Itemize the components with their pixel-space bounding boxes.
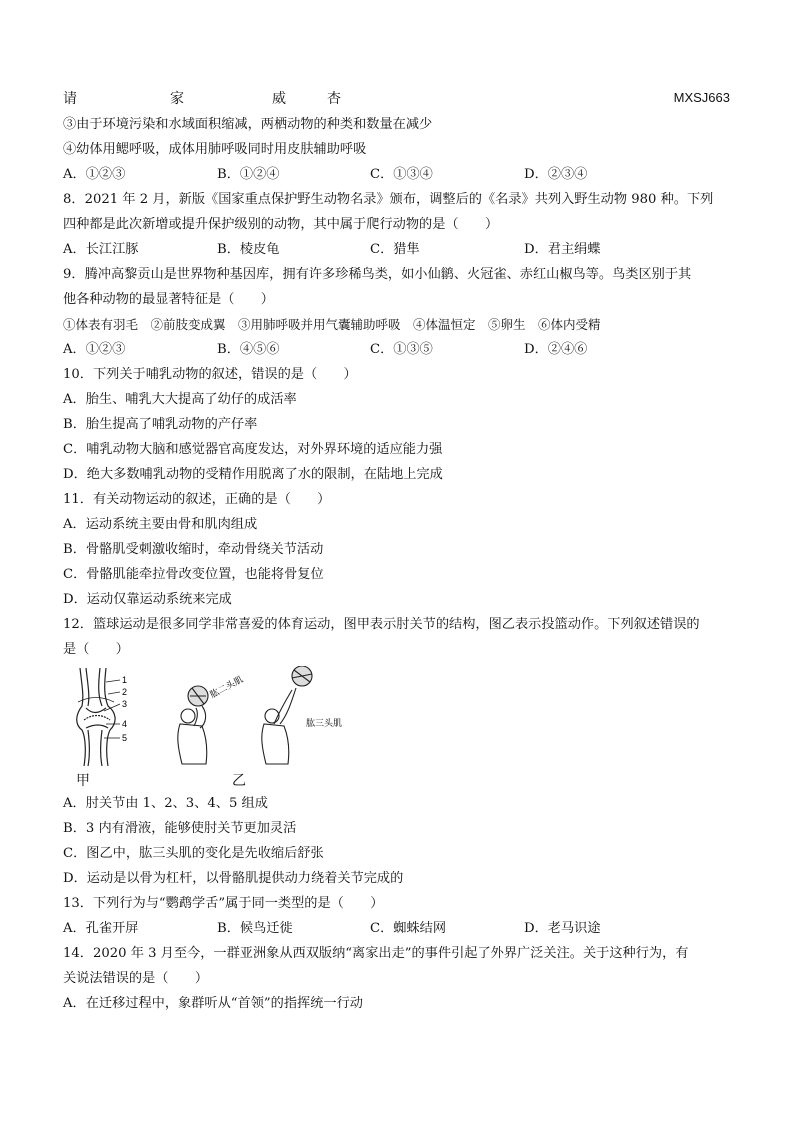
q12-option-a: A．肘关节由 1、2、3、4、5 组成 (63, 796, 268, 811)
q14-option-a: A．在迁移过程中，象群听从“首领”的指挥统一行动 (63, 996, 363, 1011)
q9-statements: ①体表有羽毛 ②前肢变成翼 ③用肺呼吸并用气囊辅助呼吸 ④体温恒定 ⑤卵生 ⑥体内受精 (63, 317, 601, 332)
q11-option-a: A．运动系统主要由骨和肌肉组成 (63, 517, 258, 532)
q10-option-c: C．哺乳动物大脑和感觉器官高度发达，对外界环境的适应能力强 (63, 442, 443, 457)
q10-stem: 10．下列关于哺乳动物的叙述，错误的是（ ） (63, 367, 357, 382)
q14-stem-2: 关说法错误的是（ ） (63, 971, 209, 986)
label-2: 2 (122, 687, 128, 697)
q13-option-a: A．孔雀开屏 (63, 921, 139, 936)
q13-option-d: D．老马识途 (524, 921, 601, 936)
q9-stem-2: 他各种动物的最显著特征是（ ） (63, 292, 274, 307)
document-code: MXSJ663 (673, 90, 730, 105)
q11-option-c: C．骨骼肌能牵拉骨改变位置，也能将骨复位 (63, 567, 324, 582)
q8-stem-2: 四种都是此次新增或提升保护级别的动物，其中属于爬行动物的是（ ） (63, 217, 499, 232)
q11-option-d: D．运动仅靠运动系统来完成 (63, 592, 232, 607)
q12-option-b: B．3 内有滑液，能够使肘关节更加灵活 (63, 821, 297, 836)
q12-stem-2: 是（ ） (63, 642, 129, 657)
header-char-1: 请 (63, 91, 77, 107)
shooter-before (178, 686, 208, 764)
q10-option-a: A．胎生、哺乳大大提高了幼仔的成活率 (63, 392, 297, 407)
q8-stem-1: 8．2021 年 2 月，新版《国家重点保护野生动物名录》颁布，调整后的《名录》共列入野生动物 980 种。下列 (63, 192, 714, 207)
q8-option-b: B．棱皮龟 (217, 242, 280, 257)
q7-option-b: B．①②④ (217, 167, 280, 182)
biceps-label: 肱二头肌 (208, 674, 246, 701)
figure-yi-label: 乙 (232, 773, 246, 789)
triceps-label: 肱三头肌 (306, 719, 343, 729)
statement-3: ③由于环境污染和水域面积缩减，两栖动物的种类和数量在减少 (63, 117, 433, 132)
q9-option-b: B．④⑤⑥ (217, 342, 280, 357)
shooter-after (262, 666, 312, 764)
q11-option-b: B．骨骼肌受刺激收缩时，牵动骨绕关节活动 (63, 542, 324, 557)
header-char-2: 家 (170, 91, 184, 107)
q9-option-d: D．②④⑥ (524, 342, 588, 357)
q8-option-c: C．猎隼 (370, 242, 420, 257)
q7-option-d: D．②③④ (524, 167, 588, 182)
q14-stem-1: 14．2020 年 3 月至今，一群亚洲象从西双版纳“离家出走”的事件引起了外界广泛关注。关于这种行为，有 (63, 946, 689, 961)
q8-option-d: D．君主绢蝶 (524, 242, 601, 257)
label-5: 5 (122, 733, 128, 743)
q13-option-b: B．候鸟迁徙 (217, 921, 293, 936)
label-1: 1 (122, 675, 128, 685)
q10-option-b: B．胎生提高了哺乳动物的产仔率 (63, 417, 258, 432)
statement-4: ④幼体用鳃呼吸，成体用肺呼吸同时用皮肤辅助呼吸 (63, 142, 367, 157)
q9-option-a: A．①②③ (63, 342, 126, 357)
q9-stem-1: 9．腾冲高黎贡山是世界物种基因库，拥有许多珍稀鸟类，如小仙鹟、火冠雀、赤红山椒鸟等。鸟类区别于其 (63, 267, 692, 282)
q9-option-c: C．①③⑤ (370, 342, 433, 357)
q13-stem: 13．下列行为与“鹦鹉学舌”属于同一类型的是（ ） (63, 896, 384, 911)
q11-stem: 11．有关动物运动的叙述，正确的是（ ） (63, 492, 331, 507)
q7-option-a: A．①②③ (63, 167, 126, 182)
elbow-figure (66, 666, 346, 770)
elbow-joint-diagram (77, 668, 115, 766)
q12-option-d: D．运动是以骨为杠杆，以骨骼肌提供动力绕着关节完成的 (63, 871, 404, 886)
q12-option-c: C．图乙中，肱三头肌的变化是先收缩后舒张 (63, 846, 324, 861)
q8-option-a: A．长江江豚 (63, 242, 139, 257)
q12-stem-1: 12．篮球运动是很多同学非常喜爱的体育运动，图甲表示肘关节的结构，图乙表示投篮动作。下列叙述错误的 (63, 617, 700, 632)
q13-option-c: C．蜘蛛结网 (370, 921, 447, 936)
label-3: 3 (122, 699, 128, 709)
figure-jia-label: 甲 (76, 773, 90, 789)
q7-option-c: C．①③④ (370, 167, 433, 182)
label-4: 4 (122, 719, 128, 729)
header-char-4: 杏 (327, 91, 341, 107)
header-char-3: 威 (272, 91, 286, 107)
q10-option-d: D．绝大多数哺乳动物的受精作用脱离了水的限制，在陆地上完成 (63, 467, 443, 482)
